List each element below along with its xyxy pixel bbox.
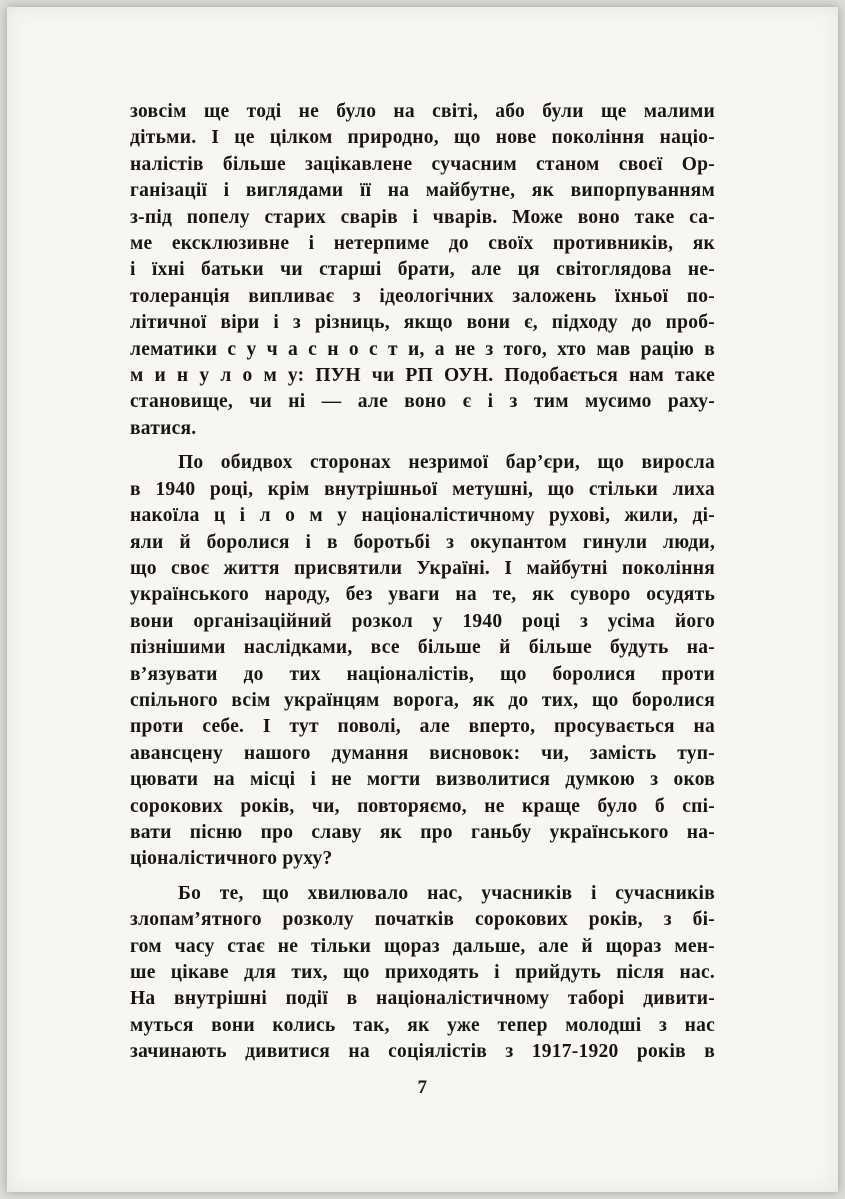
text-line: толеранція випливає з ідеологічних заложень їхньої по-	[130, 285, 715, 307]
text-line: і їхні батьки чи старші брати, але ця світоглядова не-	[130, 259, 715, 281]
text-line: налістів більше зацікавлене сучасним станом своєї Ор-	[130, 153, 715, 175]
text-line: злопам’ятного розколу початків сорокових років, з бі-	[130, 909, 715, 931]
page-number: 7	[417, 1077, 428, 1098]
text-line: гом часу стає не тільки щораз дальше, але й щораз мен-	[130, 935, 715, 957]
text-line: що своє життя присвятили Україні. І майбутні покоління	[130, 557, 715, 579]
text-line: авансцену нашого думання висновок: чи, замість туп-	[130, 742, 715, 764]
text-line: в 1940 році, крім внутрішньої метушні, що стільки лиха	[130, 478, 715, 500]
text-line: вати пісню про славу як про ганьбу українського на-	[130, 821, 715, 843]
text-line: На внутрішні події в націоналістичному таборі дивити-	[130, 988, 715, 1010]
text-line: пізнішими наслідками, все більше й більше будуть на-	[130, 637, 715, 659]
text-line: По обидвох сторонах незримої бар’єри, що виросла	[178, 452, 715, 474]
text-line: ганізації і виглядами її на майбутне, як випорпуванням	[130, 180, 715, 202]
text-line: яли й боролися і в боротьбі з окупантом гинули люди,	[130, 531, 715, 553]
text-line: зовсім ще тоді не було на світі, або були ще малими	[130, 101, 715, 122]
text-line: зачинають дивитися на соціялістів з 1917-1920 років в	[130, 1041, 715, 1063]
text-line: дітьми. І це цілком природно, що нове покоління націо-	[130, 127, 715, 149]
paragraph	[130, 881, 715, 1066]
paragraph	[130, 99, 715, 442]
text-line: становище, чи ні — але воно є і з тим мусимо раху-	[130, 391, 715, 413]
text-line: сорокових років, чи, повторяємо, не краще було б спі-	[130, 795, 715, 817]
book-page	[7, 7, 838, 1192]
text-line: цювати на місці і не могти визволитися думкою з оков	[130, 769, 715, 791]
text-block	[130, 99, 715, 1066]
text-line: літичної віри і з різниць, якщо вони є, підходу до проб-	[130, 312, 715, 334]
text-line: накоїла ц і л о м у націоналістичному рухові, жили, ді-	[130, 505, 715, 527]
text-line: м и н у л о м у: ПУН чи РП ОУН. Подобається нам таке	[130, 365, 715, 387]
text-line: лематики с у ч а с н о с т и, а не з того, хто мав рацію в	[130, 338, 715, 360]
text-line: українського народу, без уваги на те, як суворо осудять	[130, 584, 715, 606]
text-line: ціоналістичного руху?	[130, 848, 333, 870]
text-line: Бо те, що хвилювало нас, учасників і сучасників	[178, 882, 715, 904]
text-line: з-під попелу старих сварів і чварів. Може воно таке са-	[130, 206, 715, 228]
text-line: спільного всім українцям ворога, як до тих, що боролися	[130, 689, 715, 711]
paragraph	[130, 450, 715, 873]
text-line: в’язувати до тих націоналістів, що боролися проти	[130, 663, 715, 685]
text-line: вони організаційний розкол у 1940 році з усіма його	[130, 610, 715, 632]
text-line: проти себе. І тут поволі, але вперто, просувається на	[130, 716, 715, 738]
text-line: муться вони колись так, як уже тепер молодші з нас	[130, 1014, 715, 1036]
text-line: ме ексклюзивне і нетерпиме до своїх противників, як	[130, 233, 715, 255]
text-line: ватися.	[130, 417, 197, 439]
text-line: ше цікаве для тих, що приходять і прийдуть після нас.	[130, 962, 715, 983]
